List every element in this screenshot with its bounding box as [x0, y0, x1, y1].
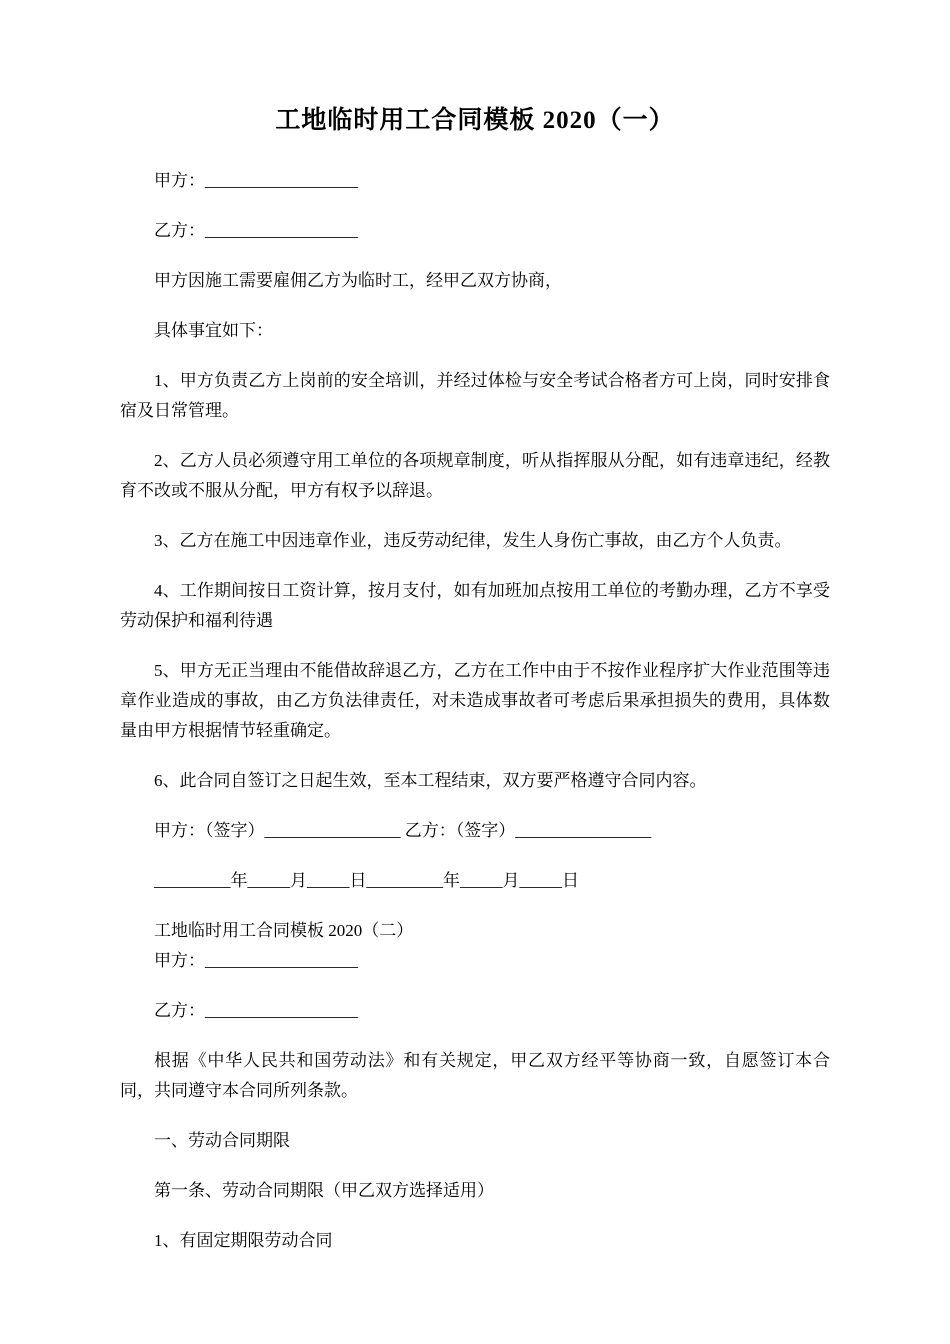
section-2-party-a-blank: 甲方：__________________: [154, 951, 358, 970]
clause-3: 3、乙方在施工中因违章作业，违反劳动纪律，发生人身伤亡事故，由乙方个人负责。: [154, 531, 792, 550]
section-2-article-1-item-1: 1、有固定期限劳动合同: [154, 1231, 333, 1250]
section-2-article-1: 第一条、劳动合同期限（甲乙双方选择适用）: [154, 1181, 494, 1200]
document-title: 工地临时用工合同模板 2020（一）: [275, 107, 675, 134]
clause-4: 4、工作期间按日工资计算，按月支付，如有加班加点按用工单位的考勤办理，乙方不享受劳动保护和福利待遇: [120, 581, 830, 630]
clause-5: 5、甲方无正当理由不能借故辞退乙方，乙方在工作中由于不按作业程序扩大作业范围等违章作业造成的事故，由乙方负法律责任，对未造成事故者可考虑后果承担损失的费用，具体数量由甲方根据情节轻重确定。: [120, 661, 830, 740]
signature-line: 甲方：（签字）________________ 乙方：（签字）________________: [154, 821, 652, 840]
section-2-chapter-1-heading: 一、劳动合同期限: [154, 1131, 290, 1150]
section-2-title: 工地临时用工合同模板 2020（二）: [154, 921, 414, 940]
paragraph-intro: 甲方因施工需要雇佣乙方为临时工，经甲乙双方协商，: [154, 271, 562, 290]
section-2-party-b-blank: 乙方：__________________: [154, 1001, 358, 1020]
clause-6: 6、此合同自签订之日起生效，至本工程结束，双方要严格遵守合同内容。: [154, 771, 707, 790]
paragraph-intro-followup: 具体事宜如下：: [154, 321, 273, 340]
section-2-preamble: 根据《中华人民共和国劳动法》和有关规定，甲乙双方经平等协商一致，自愿签订本合同，共同遵守本合同所列条款。: [120, 1051, 830, 1100]
clause-1: 1、甲方负责乙方上岗前的安全培训，并经过体检与安全考试合格者方可上岗，同时安排食宿及日常管理。: [120, 371, 830, 420]
paragraph-party-b-blank: 乙方：__________________: [154, 221, 358, 240]
paragraph-party-a-blank: 甲方：__________________: [154, 171, 358, 190]
clause-2: 2、乙方人员必须遵守用工单位的各项规章制度，听从指挥服从分配，如有违章违纪，经教育不改或不服从分配，甲方有权予以辞退。: [120, 451, 830, 500]
date-line: _________年_____月_____日_________年_____月_____日: [154, 871, 579, 890]
